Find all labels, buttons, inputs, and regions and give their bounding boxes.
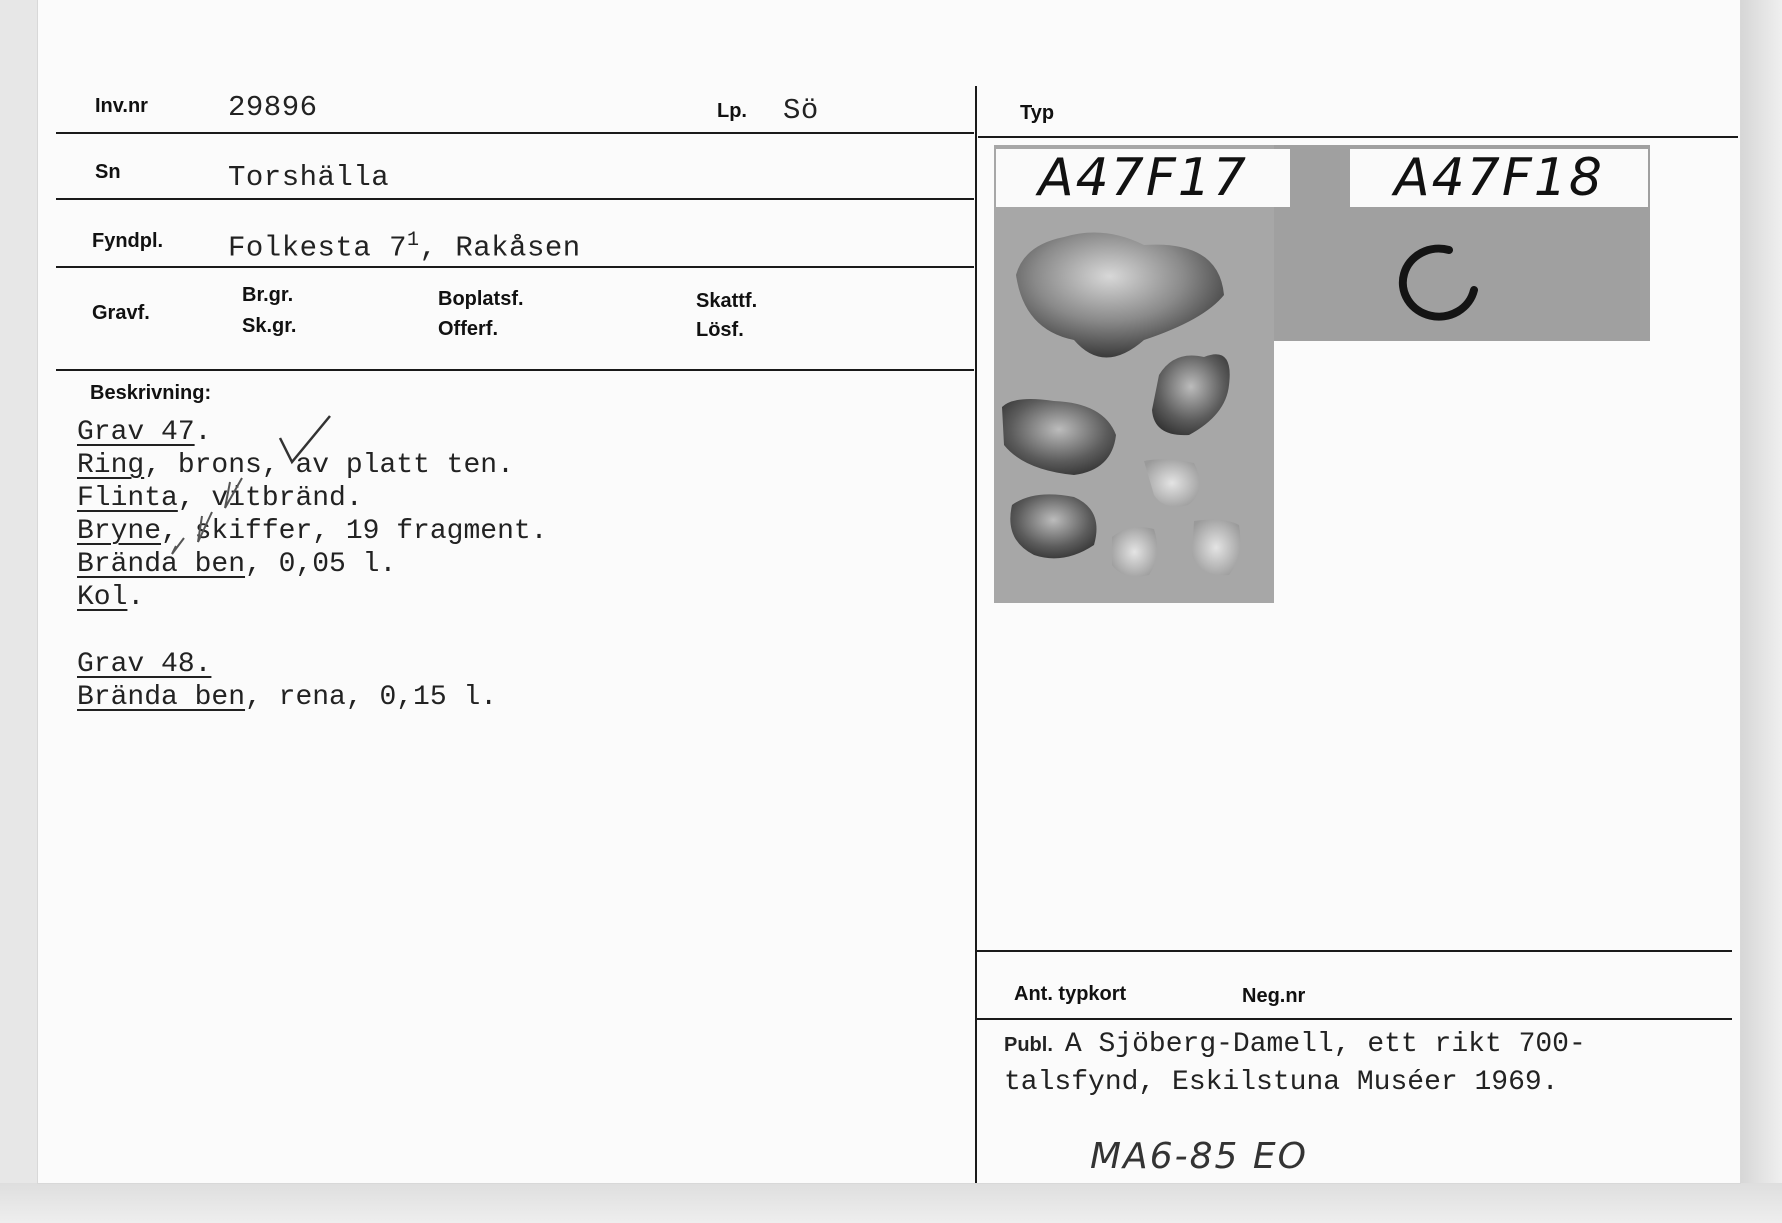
item-term: Ring	[77, 450, 145, 481]
fyndpl-place: Folkesta 7	[228, 231, 408, 265]
rule-gravf	[56, 369, 974, 371]
item-rest: , skiffer, 19 fragment.	[161, 516, 548, 547]
publ-block	[1004, 1026, 1586, 1102]
offerf-label: Offerf.	[438, 318, 498, 340]
fyndpl-superscript: 1	[407, 229, 420, 252]
typ-label: Typ	[1020, 102, 1055, 124]
typ-code-box-1: A47F17	[996, 149, 1290, 207]
card-edge-right	[1740, 0, 1782, 1223]
item-rest: , 0,05 l.	[245, 549, 397, 580]
grav48-title: Grav 48.	[77, 649, 212, 680]
pencil-checkmarks	[170, 410, 350, 560]
grav47-title-suffix: .	[194, 417, 212, 448]
artifact-photo	[994, 145, 1654, 603]
sn-value: Torshälla	[228, 161, 390, 194]
checkmark-icon	[225, 478, 242, 508]
rule-fyndpl	[56, 266, 974, 268]
fyndpl-label: Fyndpl.	[92, 230, 164, 252]
item-term: Flinta	[77, 483, 178, 514]
rule-footer-mid	[976, 1018, 1732, 1020]
rule-header	[56, 132, 974, 134]
grav48-heading	[77, 648, 547, 681]
item-rest: , rena, 0,15 l.	[245, 682, 498, 713]
checkmark-icon	[280, 416, 330, 462]
grav47-title: Grav 47	[77, 417, 195, 448]
gravf-label: Gravf.	[92, 302, 150, 324]
sn-label: Sn	[95, 161, 121, 183]
invnr-label: Inv.nr	[95, 95, 148, 117]
item-rest: , brons, av platt ten.	[144, 450, 514, 481]
invnr-value: 29896	[228, 91, 318, 124]
negnr-label: Neg.nr	[1242, 985, 1306, 1007]
beskrivning-label: Beskrivning:	[90, 382, 212, 404]
item-term: Brända ben	[77, 682, 246, 713]
artifact-photo-graphic	[994, 145, 1654, 603]
publ-label: Publ.	[1004, 1034, 1053, 1056]
typ-code-box-2: A47F18	[1350, 149, 1648, 207]
checkmark-icon	[198, 512, 212, 542]
lp-value: Sö	[783, 94, 819, 127]
card-edge-bottom	[0, 1183, 1782, 1223]
description-item	[77, 581, 547, 614]
flint-fragment	[1192, 520, 1240, 576]
fyndpl-value	[228, 229, 581, 265]
ant-typkort-label: Ant. typkort	[1014, 983, 1127, 1005]
rule-typ	[978, 136, 1738, 138]
lp-label: Lp.	[717, 100, 747, 122]
skgr-label: Sk.gr.	[242, 315, 297, 337]
publ-line-1	[1004, 1026, 1586, 1064]
handwritten-note: MA6-85 EO	[1090, 1136, 1308, 1177]
item-rest: .	[127, 582, 145, 613]
flint-fragment	[1112, 527, 1157, 576]
losf-label: Lösf.	[696, 319, 744, 341]
rule-footer-top	[976, 950, 1732, 952]
skattf-label: Skattf.	[696, 290, 758, 312]
item-term: Kol	[77, 582, 128, 613]
description-item	[77, 681, 547, 714]
brgr-label: Br.gr.	[242, 284, 294, 306]
item-term: Brända ben	[77, 549, 246, 580]
item-rest: , vitbränd.	[177, 483, 363, 514]
fyndpl-suffix: , Rakåsen	[419, 231, 581, 265]
publ-text-2: talsfynd, Eskilstuna Muséer 1969.	[1004, 1067, 1559, 1098]
checkmark-icon	[172, 538, 184, 554]
publ-text-1: A Sjöberg-Damell, ett rikt 700-	[1064, 1029, 1586, 1060]
item-term: Bryne	[77, 516, 162, 547]
rule-sn	[56, 198, 974, 200]
boplatsf-label: Boplatsf.	[438, 288, 524, 310]
